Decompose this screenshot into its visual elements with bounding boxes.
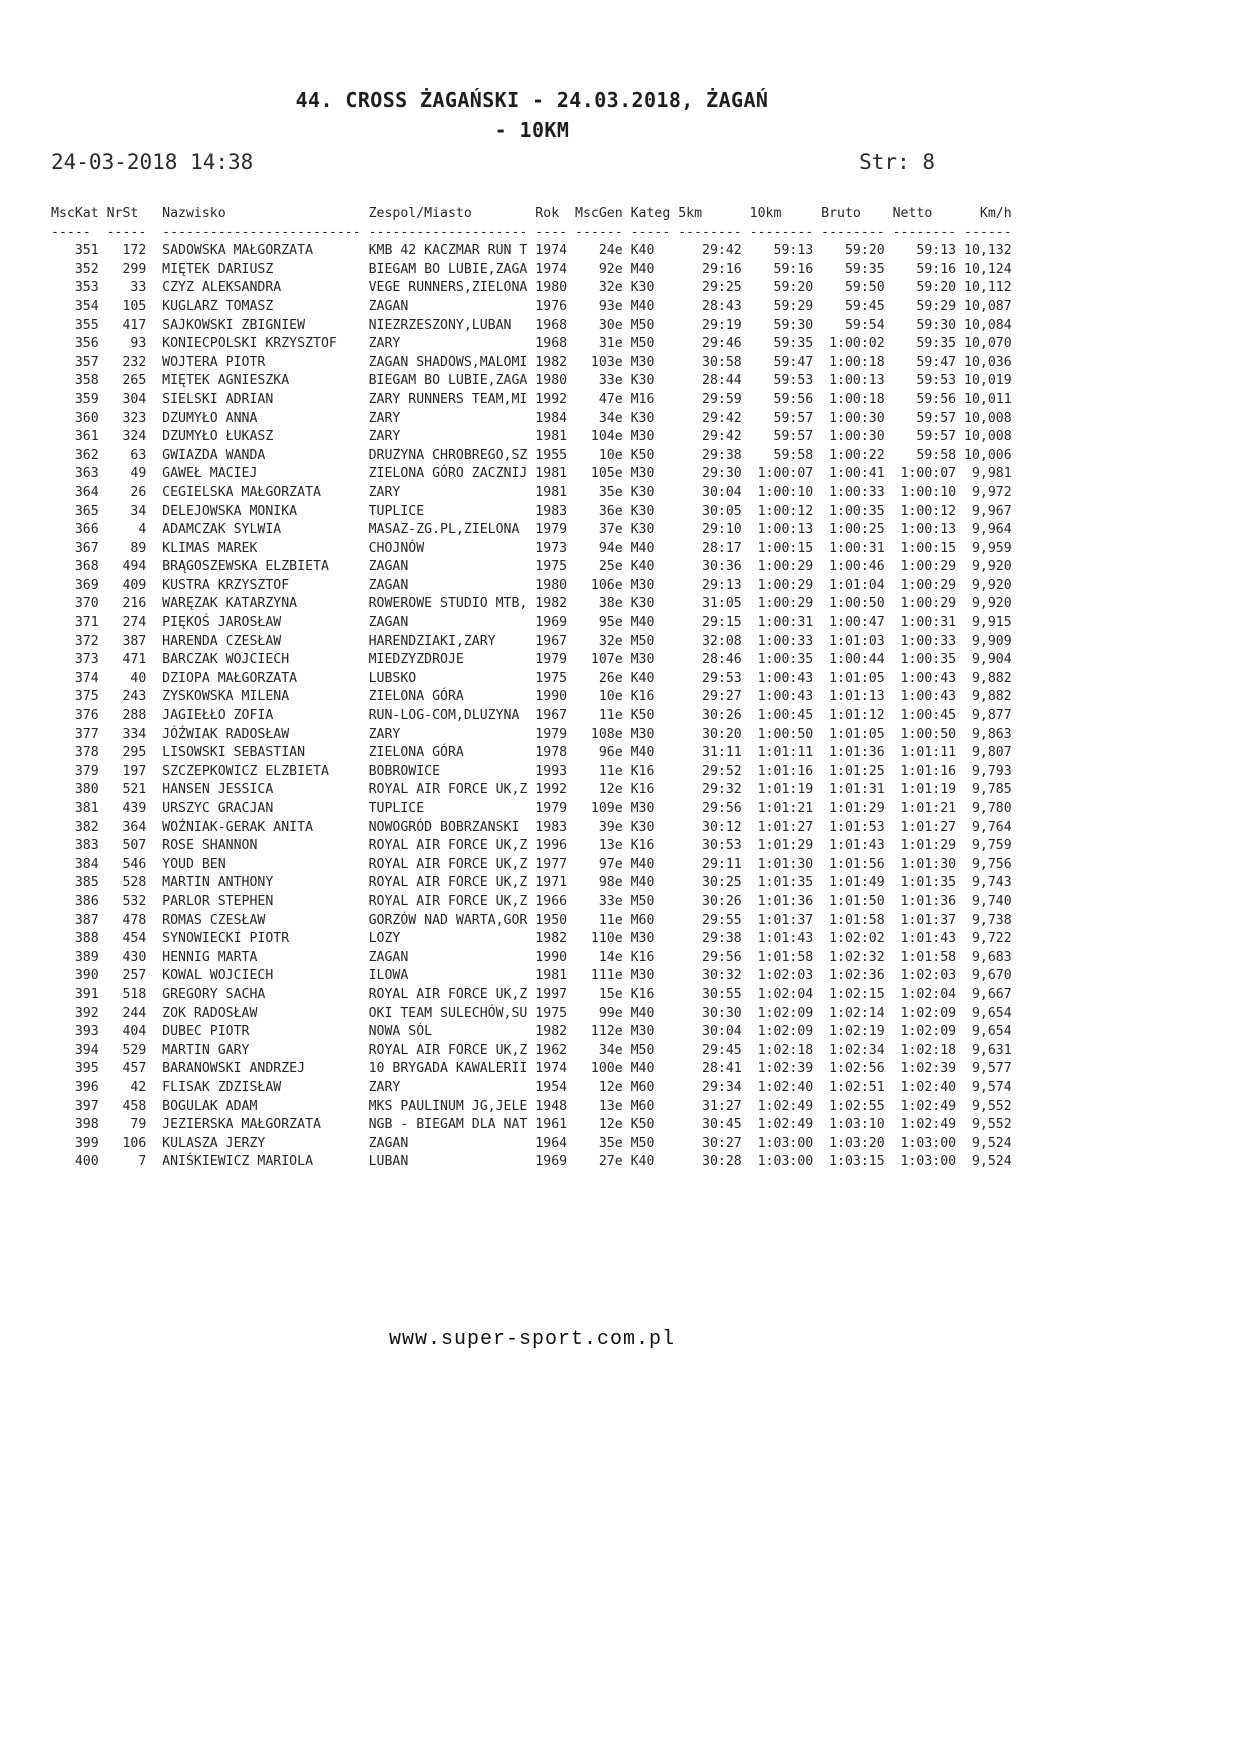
table-row: 377 334 JÓŹWIAK RADOSŁAW ZARY 1979 108e M30 30:20 1:00:50 1:01:05 1:00:50 9,863: [51, 726, 1012, 742]
footer-url: www.super-sport.com.pl: [388, 1328, 676, 1351]
table-row: 393 404 DUBEC PIOTR NOWA SÓL 1982 112e M30 30:04 1:02:09 1:02:19 1:02:09 9,654: [51, 1024, 1012, 1040]
page-title: 44. CROSS ŻAGAŃSKI - 24.03.2018, ŻAGAŃ: [295, 88, 769, 112]
table-row: 369 409 KUSTRA KRZYSZTOF ZAGAN 1980 106e M30 29:13 1:00:29 1:01:04 1:00:29 9,920: [51, 577, 1012, 593]
table-row: 355 417 SAJKOWSKI ZBIGNIEW NIEZRZESZONY,LUBAN 1968 30e M50 29:19 59:30 59:54 59:30 10,084: [51, 317, 1012, 333]
table-row: 366 4 ADAMCZAK SYLWIA MASAZ-ZG.PL,ZIELONA 1979 37e K30 29:10 1:00:13 1:00:25 1:00:13 9,964: [51, 522, 1012, 538]
table-header-row: MscKat NrSt Nazwisko Zespol/Miasto Rok MscGen Kateg 5km 10km Bruto Netto Km/h: [51, 206, 1012, 221]
table-row: 399 106 KULASZA JERZY ZAGAN 1964 35e M50 30:27 1:03:00 1:03:20 1:03:00 9,524: [51, 1135, 1012, 1151]
table-row: 394 529 MARTIN GARY ROYAL AIR FORCE UK,Z 1962 34e M50 29:45 1:02:18 1:02:34 1:02:18 9,631: [51, 1042, 1012, 1058]
table-row: 378 295 LISOWSKI SEBASTIAN ZIELONA GÓRA 1978 96e M40 31:11 1:01:11 1:01:36 1:01:11 9,807: [51, 745, 1012, 761]
table-row: 356 93 KONIECPOLSKI KRZYSZTOF ZARY 1968 31e M50 29:46 59:35 1:00:02 59:35 10,070: [51, 336, 1012, 352]
table-row: 381 439 URSZYC GRACJAN TUPLICE 1979 109e M30 29:56 1:01:21 1:01:29 1:01:21 9,780: [51, 801, 1012, 816]
table-row: 368 494 BRĄGOSZEWSKA ELZBIETA ZAGAN 1975 25e K40 30:36 1:00:29 1:00:46 1:00:29 9,920: [51, 559, 1012, 575]
table-row: 390 257 KOWAL WOJCIECH ILOWA 1981 111e M30 30:32 1:02:03 1:02:36 1:02:03 9,670: [51, 968, 1012, 984]
table-row: 379 197 SZCZEPKOWICZ ELZBIETA BOBROWICE 1993 11e K16 29:52 1:01:16 1:01:25 1:01:16 9,793: [51, 763, 1012, 779]
table-row: 376 288 JAGIEŁŁO ZOFIA RUN-LOG-COM,DLUZYNA 1967 11e K50 30:26 1:00:45 1:01:12 1:00:45 9,877: [51, 708, 1012, 724]
table-row: 392 244 ZOK RADOSŁAW OKI TEAM SULECHÓW,SU 1975 99e M40 30:30 1:02:09 1:02:14 1:02:09 9,654: [51, 1005, 1012, 1021]
table-row: 385 528 MARTIN ANTHONY ROYAL AIR FORCE UK,Z 1971 98e M40 30:25 1:01:35 1:01:49 1:01:35 9,743: [51, 875, 1012, 891]
table-row: 362 63 GWIAZDA WANDA DRUZYNA CHROBREGO,SZ 1955 10e K50 29:38 59:58 1:00:22 59:58 10,006: [51, 447, 1012, 463]
table-row: 391 518 GREGORY SACHA ROYAL AIR FORCE UK,Z 1997 15e K16 30:55 1:02:04 1:02:15 1:02:04 9,667: [51, 986, 1012, 1002]
table-row: 361 324 DZUMYŁO ŁUKASZ ZARY 1981 104e M30 29:42 59:57 1:00:30 59:57 10,008: [51, 429, 1012, 445]
table-row: 354 105 KUGLARZ TOMASZ ZAGAN 1976 93e M40 28:43 59:29 59:45 59:29 10,087: [51, 298, 1012, 314]
table-row: 371 274 PIĘKOŚ JAROSŁAW ZAGAN 1969 95e M40 29:15 1:00:31 1:00:47 1:00:31 9,915: [51, 615, 1012, 631]
table-row: 395 457 BARANOWSKI ANDRZEJ 10 BRYGADA KAWALERII 1974 100e M40 28:41 1:02:39 1:02:56 1:02:39 9,577: [51, 1061, 1012, 1077]
table-row: 351 172 SADOWSKA MAŁGORZATA KMB 42 KACZMAR RUN T 1974 24e K40 29:42 59:13 59:20 59:13 10,132: [51, 243, 1012, 259]
table-row: 396 42 FLISAK ZDZISŁAW ZARY 1954 12e M60 29:34 1:02:40 1:02:51 1:02:40 9,574: [51, 1079, 1012, 1095]
table-separator-row: ----- ----- ------------------------- -------------------- ---- ------ ----- -------- -------- -------- -------- ------: [51, 224, 1012, 240]
table-row: 359 304 SIELSKI ADRIAN ZARY RUNNERS TEAM,MI 1992 47e M16 29:59 59:56 1:00:18 59:56 10,011: [51, 391, 1012, 407]
results-table: [51, 205, 1012, 1172]
table-row: 373 471 BARCZAK WOJCIECH MIEDZYZDROJE 1979 107e M30 28:46 1:00:35 1:00:44 1:00:35 9,904: [51, 652, 1012, 668]
table-row: 375 243 ZYSKOWSKA MILENA ZIELONA GÓRA 1990 10e K16 29:27 1:00:43 1:01:13 1:00:43 9,882: [51, 689, 1012, 705]
table-row: 384 546 YOUD BEN ROYAL AIR FORCE UK,Z 1977 97e M40 29:11 1:01:30 1:01:56 1:01:30 9,756: [51, 856, 1012, 872]
table-row: 364 26 CEGIELSKA MAŁGORZATA ZARY 1981 35e K30 30:04 1:00:10 1:00:33 1:00:10 9,972: [51, 484, 1012, 500]
table-row: 374 40 DZIOPA MAŁGORZATA LUBSKO 1975 26e K40 29:53 1:00:43 1:01:05 1:00:43 9,882: [51, 670, 1012, 686]
table-row: 365 34 DELEJOWSKA MONIKA TUPLICE 1983 36e K30 30:05 1:00:12 1:00:35 1:00:12 9,967: [51, 503, 1012, 519]
table-row: 353 33 CZYZ ALEKSANDRA VEGE RUNNERS,ZIELONA 1980 32e K30 29:25 59:20 59:50 59:20 10,112: [51, 280, 1012, 296]
table-row: 352 299 MIĘTEK DARIUSZ BIEGAM BO LUBIE,ZAGA 1974 92e M40 29:16 59:16 59:35 59:16 10,124: [51, 261, 1012, 277]
table-row: 380 521 HANSEN JESSICA ROYAL AIR FORCE UK,Z 1992 12e K16 29:32 1:01:19 1:01:31 1:01:19 9,785: [51, 782, 1012, 798]
table-row: 363 49 GAWEŁ MACIEJ ZIELONA GÓRO ZACZNIJ 1981 105e M30 29:30 1:00:07 1:00:41 1:00:07 9,981: [51, 466, 1012, 482]
table-row: 370 216 WARĘZAK KATARZYNA ROWEROWE STUDIO MTB, 1982 38e K30 31:05 1:00:29 1:00:50 1:00:29 9,920: [51, 596, 1012, 612]
table-row: 386 532 PARLOR STEPHEN ROYAL AIR FORCE UK,Z 1966 33e M50 30:26 1:01:36 1:01:50 1:01:36 9,740: [51, 893, 1012, 909]
table-row: 372 387 HARENDA CZESŁAW HARENDZIAKI,ZARY 1967 32e M50 32:08 1:00:33 1:01:03 1:00:33 9,909: [51, 633, 1012, 649]
table-row: 357 232 WOJTERA PIOTR ZAGAN SHADOWS,MALOMI 1982 103e M30 30:58 59:47 1:00:18 59:47 10,036: [51, 354, 1012, 370]
table-row: 387 478 ROMAS CZESŁAW GORZÓW NAD WARTA,GOR 1950 11e M60 29:55 1:01:37 1:01:58 1:01:37 9,738: [51, 912, 1012, 928]
table-row: 358 265 MIĘTEK AGNIESZKA BIEGAM BO LUBIE,ZAGA 1980 33e K30 28:44 59:53 1:00:13 59:53 10,019: [51, 373, 1012, 389]
meta-row: [51, 150, 935, 174]
table-row: 389 430 HENNIG MARTA ZAGAN 1990 14e K16 29:56 1:01:58 1:02:32 1:01:58 9,683: [51, 949, 1012, 965]
table-row: 397 458 BOGULAK ADAM MKS PAULINUM JG,JELE 1948 13e M60 31:27 1:02:49 1:02:55 1:02:49 9,552: [51, 1098, 1012, 1114]
report-datetime: 24-03-2018 14:38: [51, 150, 254, 174]
table-row: 382 364 WOŹNIAK-GERAK ANITA NOWOGRÓD BOBRZANSKI 1983 39e K30 30:12 1:01:27 1:01:53 1:01:27 9,764: [51, 819, 1012, 835]
page-number: Str: 8: [859, 150, 935, 174]
table-row: 398 79 JEZIERSKA MAŁGORZATA NGB - BIEGAM DLA NAT 1961 12e K50 30:45 1:02:49 1:03:10 1:02:49 9,552: [51, 1117, 1012, 1133]
table-row: 383 507 ROSE SHANNON ROYAL AIR FORCE UK,Z 1996 13e K16 30:53 1:01:29 1:01:43 1:01:29 9,759: [51, 838, 1012, 854]
table-row: 367 89 KLIMAS MAREK CHOJNÓW 1973 94e M40 28:17 1:00:15 1:00:31 1:00:15 9,959: [51, 540, 1012, 556]
table-row: 388 454 SYNOWIECKI PIOTR LOZY 1982 110e M30 29:38 1:01:43 1:02:02 1:01:43 9,722: [51, 931, 1012, 947]
table-row: 400 7 ANIŚKIEWICZ MARIOLA LUBAN 1969 27e K40 30:28 1:03:00 1:03:15 1:03:00 9,524: [51, 1154, 1012, 1170]
page-subtitle: - 10KM: [494, 118, 570, 142]
table-row: 360 323 DZUMYŁO ANNA ZARY 1984 34e K30 29:42 59:57 1:00:30 59:57 10,008: [51, 410, 1012, 426]
